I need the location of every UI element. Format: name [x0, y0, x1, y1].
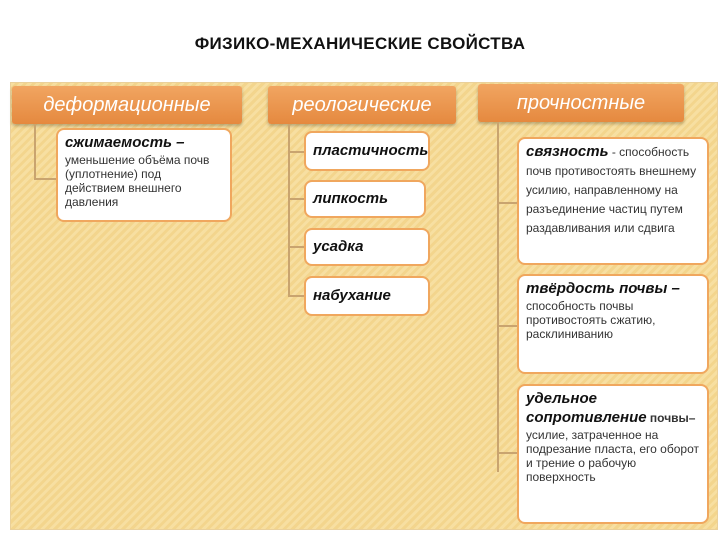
term-compressibility: сжимаемость — [65, 134, 172, 151]
connector-line — [497, 122, 499, 472]
term-plasticity: пластичность — [313, 142, 429, 160]
desc-cohesion: способность почв противостоять внешнему усилию, направленному на разъединение частиц путем раздавливания или сдвига — [526, 145, 697, 235]
connector-line — [288, 198, 304, 200]
connector-line — [288, 295, 304, 297]
desc-hardness: способность почвы противостоять сжатию, расклиниванию — [526, 298, 656, 342]
term-shrinkage: усадка — [313, 238, 364, 256]
cohesion-box — [517, 137, 709, 265]
compressibility-box — [56, 128, 232, 222]
term-hardness: твёрдость почвы — [526, 280, 668, 297]
connector-line — [497, 202, 517, 204]
term-cohesion: связность — [526, 143, 609, 160]
page-title: ФИЗИКО-МЕХАНИЧЕСКИЕ СВОЙСТВА — [194, 34, 526, 53]
term-separator: – — [171, 134, 185, 151]
header-deformation: деформационные — [12, 86, 242, 124]
swelling-box — [304, 276, 430, 316]
connector-line — [34, 124, 36, 180]
shrinkage-box — [304, 228, 430, 266]
connector-line — [34, 178, 56, 180]
connector-line — [288, 246, 304, 248]
term-separator: почвы– — [646, 410, 696, 425]
term-stickiness: липкость — [313, 190, 389, 208]
connector-line — [497, 325, 517, 327]
specific-resistance-box — [517, 384, 709, 524]
connector-line — [288, 124, 290, 296]
desc-compressibility: уменьшение объёма почв (уплотнение) под действием внешнего давления — [65, 152, 210, 210]
term-separator: – — [667, 280, 680, 297]
header-rheological: реологические — [268, 86, 456, 124]
desc-specific-resistance: усилие, затраченное на подрезание пласта, его оборот и трение о рабочую поверхность — [526, 427, 699, 485]
stickiness-box — [304, 180, 426, 218]
term-swelling: набухание — [313, 287, 391, 305]
plasticity-box — [304, 131, 430, 171]
connector-line — [497, 452, 517, 454]
term-separator: - — [608, 145, 620, 159]
term-specific-resistance: удельное сопротивление — [526, 390, 647, 426]
connector-line — [288, 151, 304, 153]
header-strength: прочностные — [478, 84, 684, 122]
hardness-box — [517, 274, 709, 374]
